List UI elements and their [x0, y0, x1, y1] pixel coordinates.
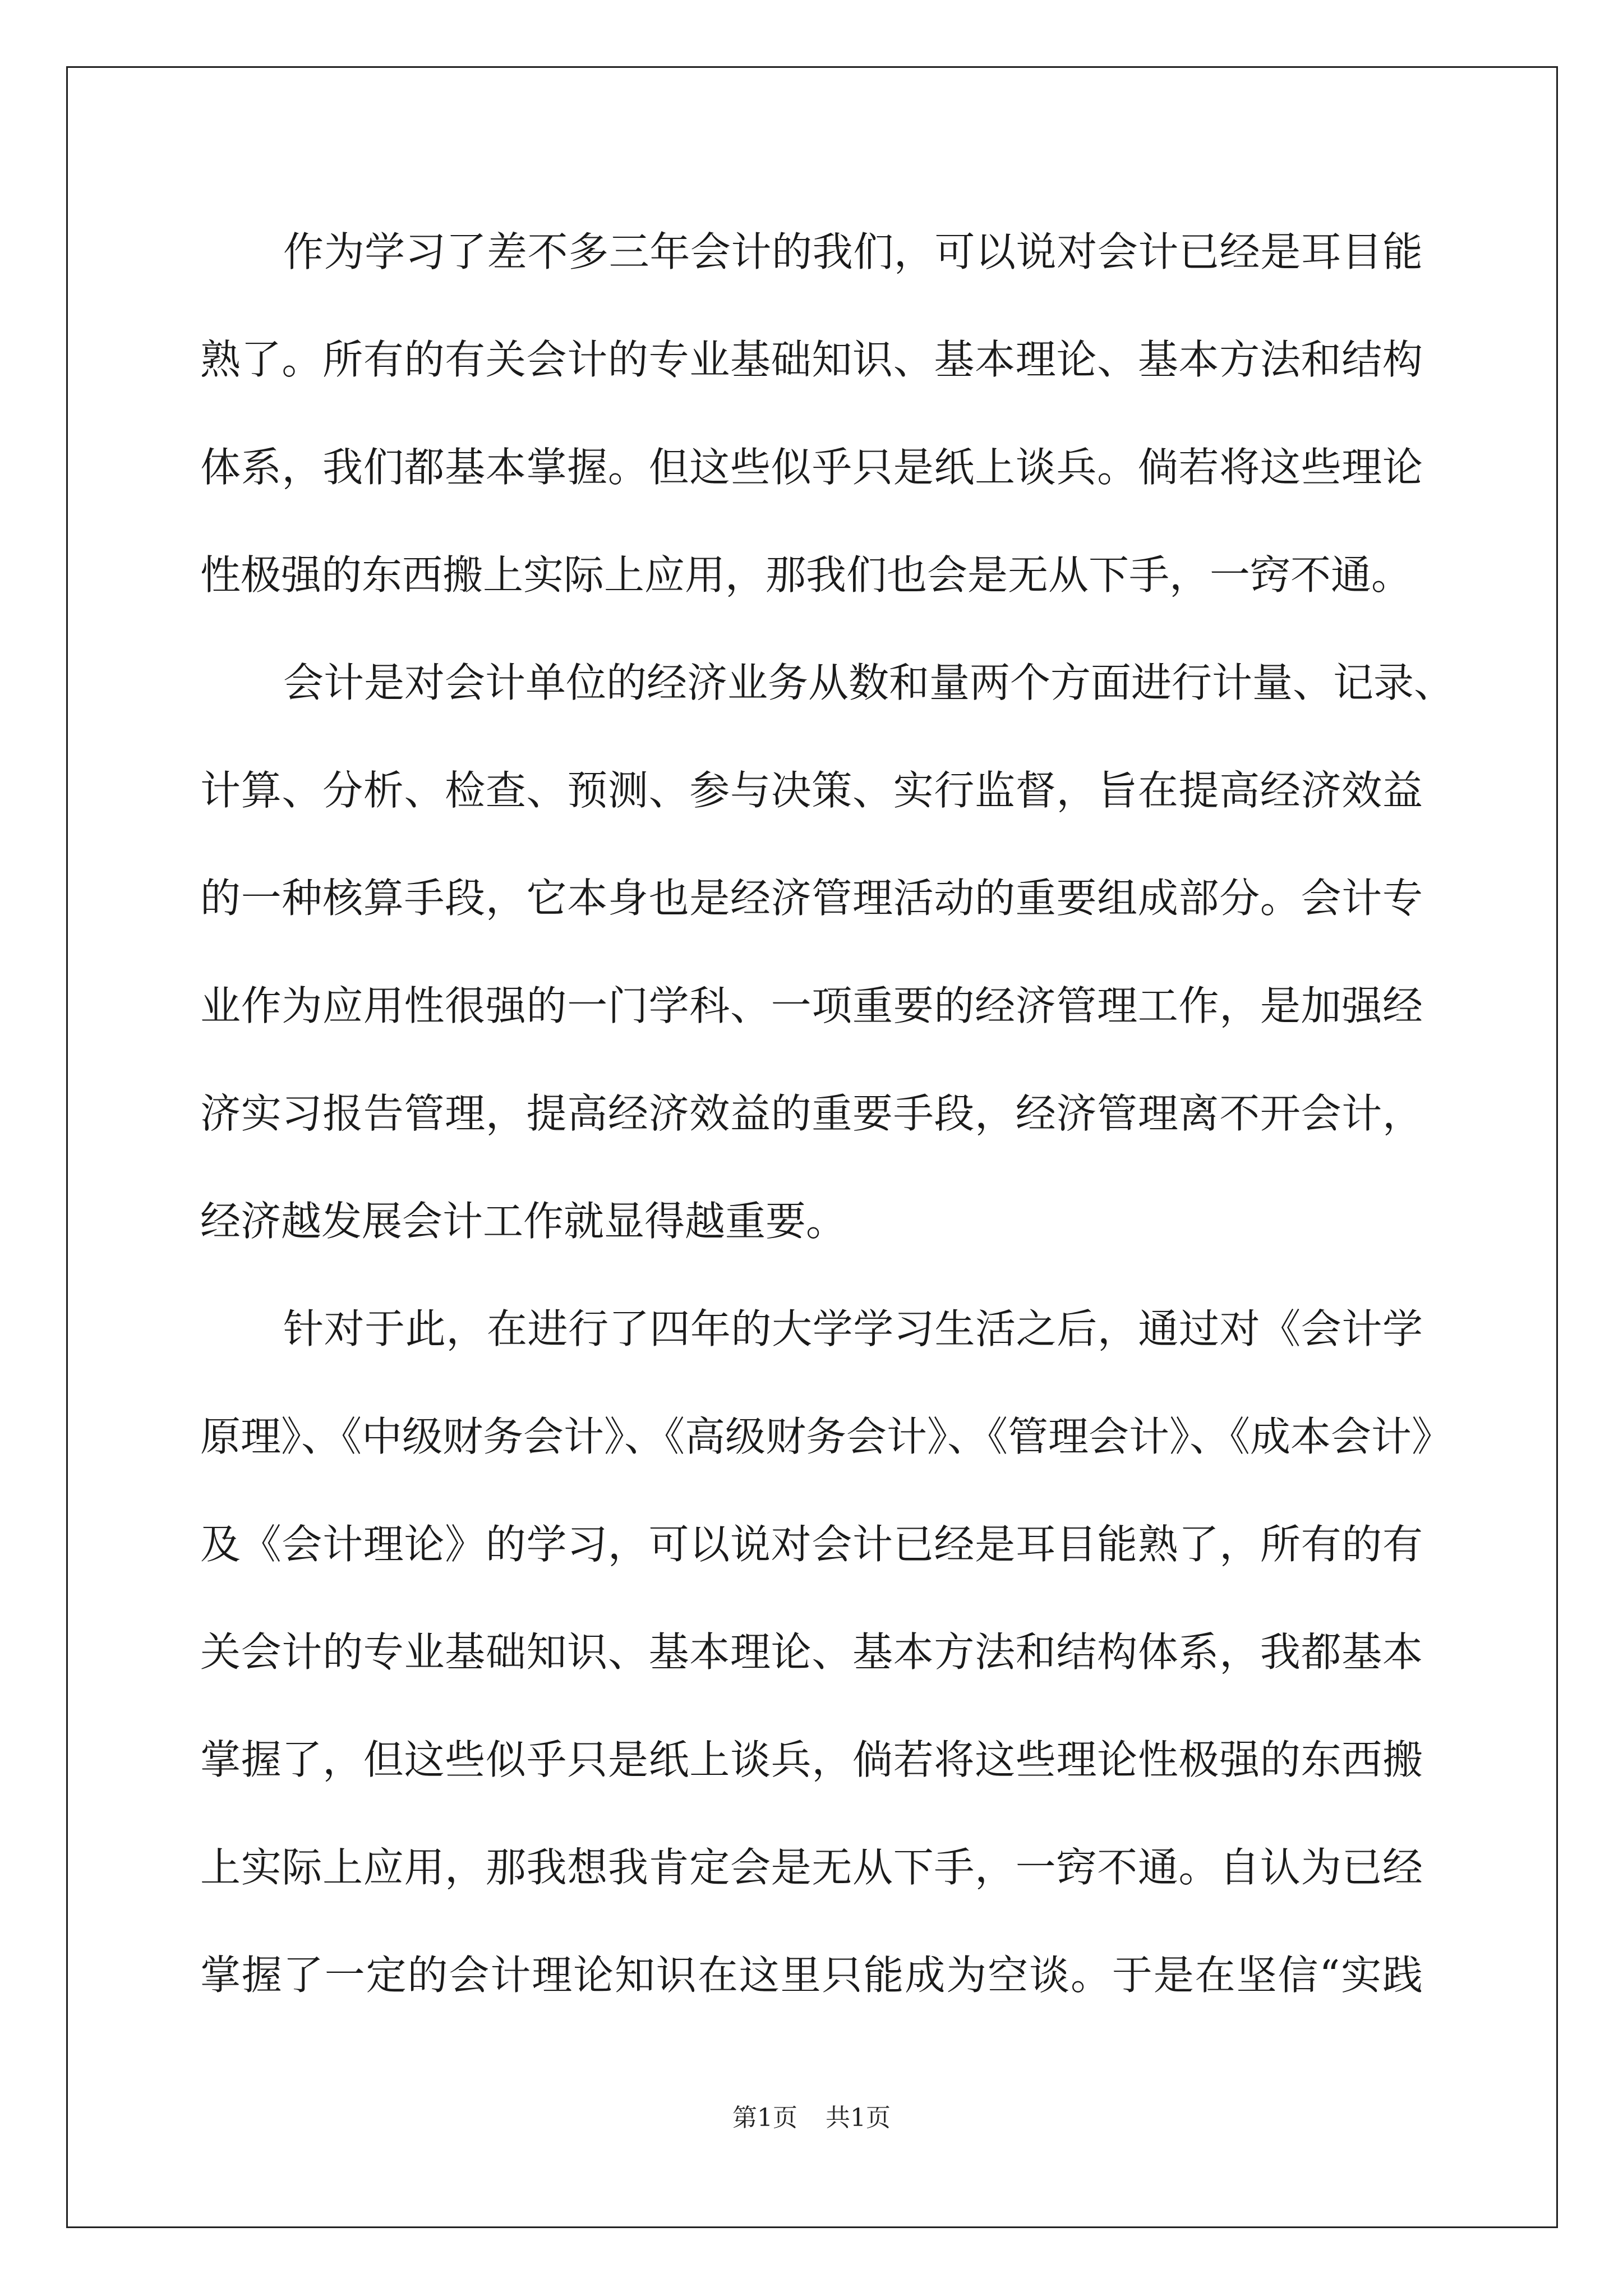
paragraph-3-line-1: 针对于此，在进行了四年的大学学习生活之后，通过对《会计学	[283, 1305, 1423, 1352]
paragraph-1-line-3: 体系，我们都基本掌握。但这些似乎只是纸上谈兵。倘若将这些理论	[200, 444, 1423, 491]
paragraph-2-line-6: 经济越发展会计工作就显得越重要。	[200, 1198, 847, 1245]
paragraph-3-line-3: 及《会计理论》的学习，可以说对会计已经是耳目能熟了，所有的有	[200, 1521, 1423, 1568]
paragraph-2-line-4: 业作为应用性很强的一门学科、一项重要的经济管理工作，是加强经	[200, 982, 1423, 1029]
paragraph-3-line-7: 掌握了一定的会计理论知识在这里只能成为空谈。于是在坚信“实践	[200, 1952, 1423, 1999]
paragraph-1-line-2: 熟了。所有的有关会计的专业基础知识、基本理论、基本方法和结构	[200, 336, 1423, 383]
paragraph-3-line-4: 关会计的专业基础知识、基本理论、基本方法和结构体系，我都基本	[200, 1628, 1423, 1676]
paragraph-2-line-5: 济实习报告管理，提高经济效益的重要手段，经济管理离不开会计，	[200, 1090, 1423, 1137]
paragraph-2-line-2: 计算、分析、检查、预测、参与决策、实行监督，旨在提高经济效益	[200, 767, 1423, 814]
paragraph-2-line-1: 会计是对会计单位的经济业务从数和量两个方面进行计量、记录、	[283, 659, 1455, 706]
document-body	[200, 221, 1455, 2052]
paragraph-3-line-6: 上实际上应用，那我想我肯定会是无从下手，一窍不通。自认为已经	[200, 1844, 1423, 1891]
page-footer	[0, 2097, 1623, 2133]
paragraph-1-line-1: 作为学习了差不多三年会计的我们，可以说对会计已经是耳目能	[283, 228, 1423, 275]
paragraph-3-line-5: 掌握了，但这些似乎只是纸上谈兵，倘若将这些理论性极强的东西搬	[200, 1736, 1423, 1783]
paragraph-1-line-4: 性极强的东西搬上实际上应用，那我们也会是无从下手，一窍不通。	[200, 551, 1412, 599]
paragraph-2-line-3: 的一种核算手段，它本身也是经济管理活动的重要组成部分。会计专	[200, 875, 1423, 922]
page-number: 第1页	[732, 2104, 797, 2132]
page-total: 共1页	[826, 2104, 891, 2132]
paragraph-3-line-2: 原理》、《中级财务会计》、《高级财务会计》、《管理会计》、《成本会计》	[200, 1413, 1453, 1460]
